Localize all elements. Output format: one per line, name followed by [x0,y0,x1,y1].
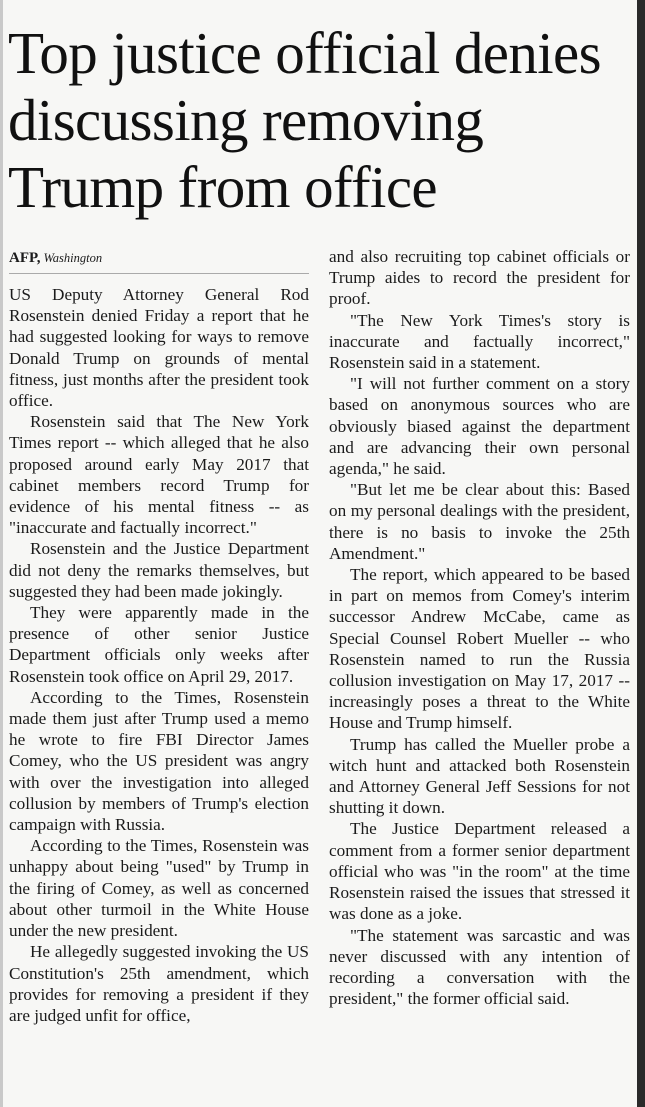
article-paragraph: They were apparently made in the presence of other senior Justice Department officials only weeks after Rosenstein took office on April 29, 2017. [9,603,309,686]
article-paragraph: "I will not further comment on a story based on anonymous sources who are obviously biased against the department and are advancing their own personal agenda," he said. [329,374,630,479]
page-edge-right [637,0,645,1107]
article-paragraph: Rosenstein and the Justice Department did not deny the remarks themselves, but suggested they had been made jokingly. [9,539,309,601]
article-paragraph: Rosenstein said that The New York Times report -- which alleged that he also proposed around early May 2017 that cabinet members record Trump for evidence of his mental fitness -- as "inaccurate and factually incorrect." [9,412,309,538]
article-column-right [329,246,630,1009]
article-paragraph: and also recruiting top cabinet officials or Trump aides to record the president for proof. [329,247,630,309]
article-paragraph: The Justice Department released a comment from a former senior department official who was "in the room" at the time Rosenstein raised the issues that stressed it was done as a joke. [329,819,630,924]
article-paragraph: The report, which appeared to be based in part on memos from Comey's interim successor Andrew McCabe, came as Special Counsel Robert Mueller -- who Rosenstein named to run the Russia collusion investigation on May 17, 2017 -- increasingly poses a threat to the White House and Trump himself. [329,565,630,733]
article-paragraph: "The statement was sarcastic and was never discussed with any intention of recording a conversation with the president," the former official said. [329,925,630,1009]
article-paragraph: Trump has called the Mueller probe a witch hunt and attacked both Rosenstein and Attorney General Jeff Sessions for not shutting it down. [329,734,630,818]
byline [9,246,309,274]
article-paragraph: "But let me be clear about this: Based on my personal dealings with the president, there is no basis to invoke the 25th Amendment." [329,480,630,563]
article-column-left [9,246,309,1026]
byline-agency: AFP, [9,250,41,266]
article-paragraph: US Deputy Attorney General Rod Rosenstein denied Friday a report that he had suggested looking for ways to remove Donald Trump on grounds of mental fitness, just months after the president took office. [9,285,309,411]
article-paragraph: According to the Times, Rosenstein was unhappy about being "used" by Trump in the firing of Comey, as well as concerned about other turmoil in the White House under the new president. [9,836,309,941]
headline: Top justice official denies discussing removing Trump from office [8,20,601,220]
article-paragraph: According to the Times, Rosenstein made them just after Trump used a memo he wrote to fire FBI Director James Comey, who the US president was angry with over the investigation into alleged collusion by members of Trump's election campaign with Russia. [9,687,309,835]
article-paragraph: He allegedly suggested invoking the US Constitution's 25th amendment, which provides for removing a president if they are judged unfit for office, [9,942,309,1025]
byline-dateline: Washington [43,251,103,265]
page-edge-left [0,0,3,1107]
article-paragraph: "The New York Times's story is inaccurate and factually incorrect," Rosenstein said in a statement. [329,310,630,373]
